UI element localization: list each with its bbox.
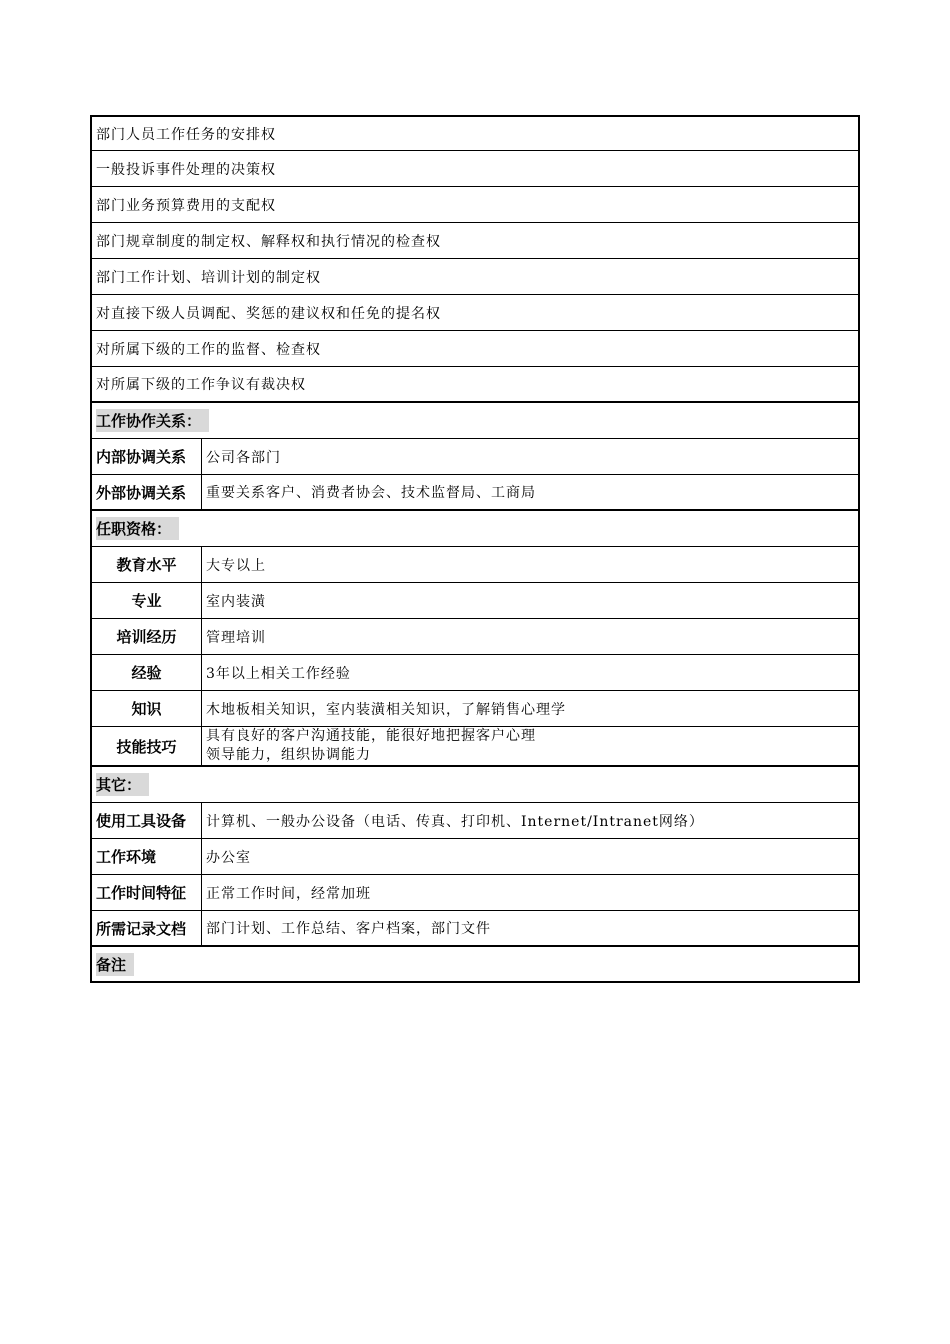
field-label: 教育水平 <box>92 547 202 582</box>
authority-text: 部门工作计划、培训计划的制定权 <box>96 269 321 286</box>
field-label: 外部协调关系 <box>92 475 202 509</box>
qualifications-section-header <box>90 511 860 547</box>
qualification-row-skills <box>90 727 860 767</box>
field-label: 工作环境 <box>92 839 202 874</box>
authority-text: 部门人员工作任务的安排权 <box>96 126 276 143</box>
authority-text: 对所属下级的工作的监督、检查权 <box>96 341 321 358</box>
field-label: 专业 <box>92 583 202 618</box>
other-row <box>90 875 860 911</box>
authority-row <box>90 223 860 259</box>
authority-row <box>90 367 860 403</box>
field-label: 技能技巧 <box>92 727 202 765</box>
field-label: 工作时间特征 <box>92 875 202 910</box>
cooperation-section-header <box>90 403 860 439</box>
qualification-row <box>90 691 860 727</box>
authority-row <box>90 151 860 187</box>
other-row <box>90 911 860 947</box>
field-value: 公司各部门 <box>206 449 281 466</box>
section-title: 工作协作关系： <box>96 409 209 432</box>
authority-text: 部门业务预算费用的支配权 <box>96 197 276 214</box>
authority-text: 一般投诉事件处理的决策权 <box>96 161 276 178</box>
authority-text: 对所属下级的工作争议有裁决权 <box>96 377 306 393</box>
field-label: 知识 <box>92 691 202 726</box>
qualification-row <box>90 655 860 691</box>
field-value: 部门计划、工作总结、客户档案，部门文件 <box>206 921 491 937</box>
field-value: 办公室 <box>206 849 251 866</box>
field-value: 室内装潢 <box>206 593 266 610</box>
field-value: 木地板相关知识，室内装潢相关知识，了解销售心理学 <box>206 701 566 718</box>
field-label: 经验 <box>92 655 202 690</box>
cooperation-row <box>90 439 860 475</box>
field-value: 大专以上 <box>206 557 266 574</box>
field-value: 3年以上相关工作经验 <box>206 665 351 682</box>
field-label: 内部协调关系 <box>92 439 202 474</box>
qualification-row <box>90 619 860 655</box>
field-value-multiline <box>202 727 858 765</box>
field-value: 管理培训 <box>206 629 266 646</box>
field-label: 使用工具设备 <box>92 803 202 838</box>
field-value: 重要关系客户、消费者协会、技术监督局、工商局 <box>206 485 536 501</box>
authority-row <box>90 259 860 295</box>
field-value: 正常工作时间，经常加班 <box>206 885 371 902</box>
authority-text: 部门规章制度的制定权、解释权和执行情况的检查权 <box>96 233 441 250</box>
qualification-row <box>90 583 860 619</box>
section-title: 任职资格： <box>96 517 179 540</box>
other-section-header <box>90 767 860 803</box>
remarks-row <box>90 947 860 983</box>
authority-text: 对直接下级人员调配、奖惩的建议权和任免的提名权 <box>96 305 441 322</box>
authority-row <box>90 295 860 331</box>
other-row <box>90 839 860 875</box>
authority-row <box>90 115 860 151</box>
field-label: 培训经历 <box>92 619 202 654</box>
qualification-row <box>90 547 860 583</box>
cooperation-row <box>90 475 860 511</box>
skills-line: 具有良好的客户沟通技能，能很好地把握客户心理 <box>206 728 536 744</box>
job-description-table <box>90 115 860 983</box>
skills-line: 领导能力，组织协调能力 <box>206 747 371 763</box>
other-row <box>90 803 860 839</box>
section-title: 其它： <box>96 773 149 796</box>
field-label: 所需记录文档 <box>92 911 202 945</box>
remarks-label: 备注 <box>96 953 134 976</box>
field-value: 计算机、一般办公设备（电话、传真、打印机、Internet/Intranet网络） <box>206 813 704 830</box>
authority-row <box>90 187 860 223</box>
authority-row <box>90 331 860 367</box>
